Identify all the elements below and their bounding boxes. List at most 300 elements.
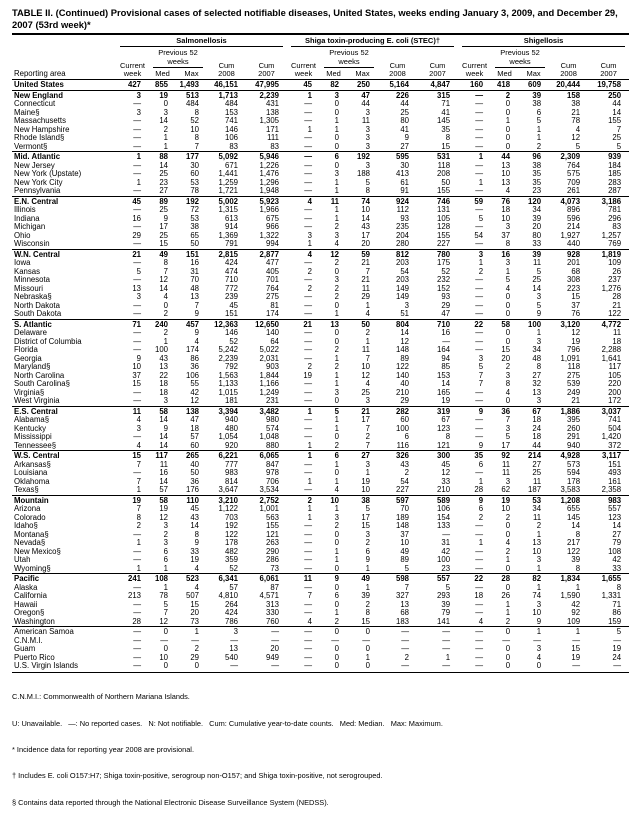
value-cell: 0 xyxy=(518,662,549,672)
value-cell: 777 xyxy=(224,459,238,469)
value-cell: — xyxy=(475,239,484,249)
value-cell: 5,242 xyxy=(218,345,238,355)
value-cell: 3 xyxy=(365,160,370,170)
value-cell: 709 xyxy=(567,177,581,187)
value-cell: 5 xyxy=(505,275,511,285)
value-cell: 507 xyxy=(185,591,199,601)
previous-52-weeks-header xyxy=(149,48,207,69)
value-cell: 13 xyxy=(501,177,511,187)
value-cell: 0 xyxy=(334,529,339,539)
value-cell: 5,002 xyxy=(207,196,246,206)
value-cell: 1 xyxy=(365,652,370,662)
value-cell: 1 xyxy=(575,582,581,592)
value-cell: 70 xyxy=(190,275,199,285)
value-cell: 17 xyxy=(361,512,370,522)
max-header: Max xyxy=(184,68,199,78)
value-cell: — xyxy=(533,635,542,645)
value-cell: 50 xyxy=(190,239,199,249)
value-cell: 0 xyxy=(365,644,370,654)
value-cell: — xyxy=(133,328,141,338)
value-cell: 3 xyxy=(320,90,347,100)
value-cell: 1 xyxy=(505,599,511,609)
disease-group-label: Salmonellosis xyxy=(120,37,283,47)
value-cell: 87 xyxy=(270,582,279,592)
value-cell: 19 xyxy=(361,476,370,486)
reporting-area-cell: Minnesota xyxy=(14,276,50,285)
value-cell: — xyxy=(417,662,458,672)
table-row xyxy=(12,565,629,574)
value-cell: 741 xyxy=(224,116,238,126)
value-cell: 67 xyxy=(518,406,549,416)
cum-2008-label: Cum 2008 xyxy=(389,60,406,78)
value-cell: 6 xyxy=(163,546,168,556)
value-cell: — xyxy=(304,432,312,442)
value-cell: 204 xyxy=(395,230,409,240)
value-cell: 14 xyxy=(361,213,370,223)
value-cell: 153 xyxy=(224,107,238,117)
value-cell: 3 xyxy=(458,249,491,259)
value-cell: 15 xyxy=(116,451,149,461)
value-cell: 27 xyxy=(400,141,409,151)
value-cell: — xyxy=(475,328,484,338)
value-cell: 67 xyxy=(441,415,451,425)
value-cell: 106 xyxy=(224,133,238,143)
value-cell: 9 xyxy=(194,538,199,548)
value-cell: 26 xyxy=(501,591,511,601)
value-cell: 43 xyxy=(159,353,168,363)
value-cell: 50 xyxy=(190,468,199,478)
reporting-area-cell: Nebraska§ xyxy=(14,293,52,302)
value-cell: 16 xyxy=(159,468,168,478)
value-cell: 1 xyxy=(334,309,339,319)
value-cell: — xyxy=(475,133,484,143)
value-cell: 17 xyxy=(501,440,511,450)
value-cell: 1 xyxy=(536,582,542,592)
current-week-header xyxy=(458,48,491,79)
value-cell: 29 xyxy=(132,230,141,240)
value-cell: 940 xyxy=(567,440,581,450)
value-cell: 3,117 xyxy=(588,451,629,461)
value-cell: 8 xyxy=(365,608,370,618)
value-cell: 4 xyxy=(505,538,511,548)
value-cell: 177 xyxy=(176,152,207,162)
value-cell: — xyxy=(475,309,484,319)
value-cell: — xyxy=(133,222,141,232)
value-cell: 44 xyxy=(361,99,370,109)
value-cell: — xyxy=(475,468,484,478)
value-cell: 23 xyxy=(532,186,542,196)
value-cell: — xyxy=(475,529,484,539)
value-cell: 1,296 xyxy=(259,177,279,187)
value-cell: 424 xyxy=(224,608,238,618)
value-cell: 217 xyxy=(567,538,581,548)
value-cell: 7 xyxy=(194,141,199,151)
value-cell: 60 xyxy=(400,415,409,425)
reporting-area-cell: New York City xyxy=(14,178,63,187)
value-cell: 2 xyxy=(491,90,518,100)
value-cell: 37 xyxy=(501,230,511,240)
value-cell: 9 xyxy=(536,616,542,626)
value-cell: 504 xyxy=(608,423,622,433)
value-cell: 477 xyxy=(265,258,279,268)
value-cell: 418 xyxy=(491,80,518,91)
value-cell: 3 xyxy=(116,90,149,100)
value-cell: 8 xyxy=(575,563,581,573)
value-cell: 9 xyxy=(365,555,370,565)
value-cell: 7 xyxy=(365,440,370,450)
reporting-area-cell: Puerto Rico xyxy=(14,653,55,662)
value-cell: 1 xyxy=(307,239,312,249)
value-cell: 3 xyxy=(163,538,168,548)
value-cell: 106 xyxy=(185,370,199,380)
value-cell: 201 xyxy=(567,258,581,268)
value-cell: 24 xyxy=(612,652,622,662)
footnote-cnmi: C.N.M.I.: Commonwealth of Northern Mariana Islands. xyxy=(12,692,190,702)
value-cell: — xyxy=(304,521,312,531)
value-cell: 8 xyxy=(445,432,451,442)
value-cell: 1,834 xyxy=(549,574,588,584)
value-cell: — xyxy=(442,529,451,539)
value-cell: 1 xyxy=(365,468,370,478)
value-cell: 45 xyxy=(229,300,238,310)
value-cell: 14 xyxy=(159,160,168,170)
value-cell: 25 xyxy=(532,468,542,478)
value-cell: — xyxy=(133,239,141,249)
value-cell: 240 xyxy=(149,319,176,329)
value-cell: 120 xyxy=(518,196,549,206)
value-cell: 89 xyxy=(149,196,176,206)
value-cell: 4 xyxy=(307,616,312,626)
value-cell: 42 xyxy=(190,387,199,397)
value-cell: 138 xyxy=(265,107,279,117)
value-cell: 431 xyxy=(265,99,279,109)
value-cell: 76 xyxy=(491,196,518,206)
footnote-provisional: * Incidence data for reporting year 2008 are provisional. xyxy=(12,745,195,755)
value-cell: 155 xyxy=(437,230,451,240)
value-cell: 8 xyxy=(194,107,199,117)
value-cell: 1,048 xyxy=(259,432,279,442)
value-cell: 1,133 xyxy=(218,379,238,389)
value-cell: — xyxy=(133,432,141,442)
value-cell: 188 xyxy=(356,169,370,179)
value-cell: 151 xyxy=(176,249,207,259)
page-title: TABLE II. (Continued) Provisional cases of selected notifiable diseases, United States, weeks ending January 3, 2009, and December 29, 2007 (53rd week)* xyxy=(12,7,618,30)
value-cell: 24 xyxy=(532,423,542,433)
value-cell: 1 xyxy=(136,485,141,495)
value-cell: — xyxy=(304,213,312,223)
value-cell: 4 xyxy=(575,124,581,134)
value-cell: 2 xyxy=(505,512,511,522)
reporting-area-cell: Pennsylvania xyxy=(14,187,61,196)
value-cell: 14 xyxy=(532,283,542,293)
value-cell: 2,309 xyxy=(549,152,588,162)
value-cell: 3 xyxy=(163,396,168,406)
value-cell: 20 xyxy=(501,353,511,363)
value-cell: 55 xyxy=(190,379,199,389)
value-cell: — xyxy=(133,387,141,397)
value-cell: 38 xyxy=(571,99,581,109)
value-cell: 1 xyxy=(287,406,320,416)
value-cell: 7 xyxy=(136,476,141,486)
value-cell: — xyxy=(133,345,141,355)
value-cell: 151 xyxy=(224,309,238,319)
value-cell: 3 xyxy=(163,107,168,117)
value-cell: 764 xyxy=(265,283,279,293)
value-cell: 0 xyxy=(334,432,339,442)
value-cell: 2 xyxy=(334,222,339,232)
value-cell: 14 xyxy=(571,521,581,531)
value-cell: 155 xyxy=(265,521,279,531)
value-cell: — xyxy=(475,555,484,565)
value-cell: 20,444 xyxy=(549,80,588,91)
value-cell: 18 xyxy=(190,423,199,433)
value-cell: 1,493 xyxy=(176,80,207,91)
value-cell: 1 xyxy=(365,336,370,346)
value-cell: 983 xyxy=(588,495,629,505)
value-cell: 1 xyxy=(536,328,542,338)
value-cell: 8 xyxy=(136,512,141,522)
value-cell: 3 xyxy=(334,387,339,397)
value-cell: 847 xyxy=(265,459,279,469)
value-cell: — xyxy=(304,563,312,573)
value-cell: 1 xyxy=(334,423,339,433)
reporting-area-cell: Washington xyxy=(14,617,55,626)
value-cell: 1,441 xyxy=(218,169,238,179)
value-cell: — xyxy=(304,177,312,187)
value-cell: 44 xyxy=(491,152,518,162)
value-cell: 172 xyxy=(608,396,622,406)
value-cell: 35 xyxy=(532,169,542,179)
value-cell: 3,647 xyxy=(218,485,238,495)
value-cell: 1,257 xyxy=(601,230,622,240)
value-cell: 395 xyxy=(567,415,581,425)
reporting-area-cell: Nevada§ xyxy=(14,539,46,548)
reporting-area-cell: Connecticut xyxy=(14,100,56,109)
value-cell: 2,358 xyxy=(601,485,622,495)
value-cell: 81 xyxy=(270,300,279,310)
value-cell: 405 xyxy=(265,266,279,276)
value-cell: 25 xyxy=(159,230,168,240)
value-cell: 0 xyxy=(334,266,339,276)
value-cell: 1 xyxy=(334,459,339,469)
value-cell: 3 xyxy=(505,222,511,232)
value-cell: 896 xyxy=(567,205,581,215)
value-cell: 0 xyxy=(505,133,511,143)
value-cell: 15 xyxy=(132,379,141,389)
value-cell: 0 xyxy=(334,133,339,143)
value-cell: 52 xyxy=(229,563,238,573)
value-cell: 8 xyxy=(445,133,451,143)
value-cell: 0 xyxy=(491,662,518,672)
value-cell: 1 xyxy=(334,116,339,126)
value-cell: 3 xyxy=(334,275,339,285)
value-cell: 1 xyxy=(365,582,370,592)
value-cell: — xyxy=(133,99,141,109)
value-cell: — xyxy=(304,599,312,609)
value-cell: 2 xyxy=(505,616,511,626)
value-cell: 176 xyxy=(185,485,199,495)
value-cell: 4 xyxy=(334,239,339,249)
current-week-header xyxy=(287,48,320,79)
value-cell: 480 xyxy=(224,423,238,433)
value-cell: — xyxy=(304,459,312,469)
value-cell: 4 xyxy=(287,196,320,206)
value-cell: 2 xyxy=(334,521,339,531)
value-cell: 1 xyxy=(505,266,511,276)
reporting-area-cell: Tennessee§ xyxy=(14,441,57,450)
value-cell: — xyxy=(572,635,581,645)
value-cell: 250 xyxy=(347,80,378,91)
value-cell: — xyxy=(442,635,451,645)
value-cell: 781 xyxy=(608,205,622,215)
value-cell: 5 xyxy=(478,213,484,223)
value-cell: 0 xyxy=(176,662,207,672)
value-cell: 14 xyxy=(400,328,409,338)
value-cell: 21 xyxy=(361,258,370,268)
value-cell: 1 xyxy=(307,476,312,486)
value-cell: 1 xyxy=(478,538,484,548)
value-cell: 1 xyxy=(536,124,542,134)
value-cell: 1,276 xyxy=(601,283,622,293)
value-cell: 19 xyxy=(571,336,581,346)
value-cell: 7 xyxy=(163,608,168,618)
value-cell: 760 xyxy=(265,616,279,626)
value-cell: 154 xyxy=(437,512,451,522)
value-cell: 1,226 xyxy=(259,160,279,170)
value-cell: 3 xyxy=(136,107,141,117)
value-cell: 3 xyxy=(536,555,542,565)
value-cell: 261 xyxy=(567,186,581,196)
reporting-area-cell: Wyoming§ xyxy=(14,564,51,573)
value-cell: 3 xyxy=(365,396,370,406)
value-cell: 33 xyxy=(441,476,451,486)
value-cell: 50 xyxy=(347,319,378,329)
value-cell: 43 xyxy=(400,459,409,469)
value-cell: 2 xyxy=(163,328,168,338)
value-cell: 19 xyxy=(149,90,176,100)
table-row xyxy=(12,486,629,495)
value-cell: 16 xyxy=(132,213,141,223)
value-cell: 1 xyxy=(505,555,511,565)
value-cell: 1,655 xyxy=(588,574,629,584)
value-cell: 3 xyxy=(404,300,409,310)
value-cell: — xyxy=(133,555,141,565)
value-cell: 131 xyxy=(437,205,451,215)
value-cell: 0 xyxy=(505,309,511,319)
value-cell: — xyxy=(401,644,409,654)
value-cell: — xyxy=(475,141,484,151)
value-cell: 4 xyxy=(365,309,370,319)
reporting-area-cell: Idaho§ xyxy=(14,522,38,531)
value-cell: 11 xyxy=(501,459,511,469)
value-cell: 413 xyxy=(395,169,409,179)
value-cell: 10 xyxy=(400,538,409,548)
value-cell: — xyxy=(401,635,409,645)
value-cell: 0 xyxy=(505,336,511,346)
value-cell: 7 xyxy=(404,582,409,592)
value-cell: 89 xyxy=(400,353,409,363)
value-cell: 1,844 xyxy=(259,370,279,380)
value-cell: 0 xyxy=(334,563,339,573)
cum-2008-header xyxy=(549,48,588,79)
value-cell: 2 xyxy=(334,283,339,293)
value-cell: 11 xyxy=(159,459,168,469)
value-cell: 0 xyxy=(320,662,347,672)
value-cell: 574 xyxy=(265,423,279,433)
value-cell: 4 xyxy=(287,249,320,259)
value-cell: 23 xyxy=(159,177,168,187)
value-cell: — xyxy=(287,152,320,162)
value-cell: — xyxy=(304,608,312,618)
value-cell: 880 xyxy=(265,440,279,450)
value-cell: 15 xyxy=(501,345,511,355)
reporting-area-cell: Hawaii xyxy=(14,600,38,609)
value-cell: 210 xyxy=(437,485,451,495)
value-cell: 4 xyxy=(536,652,542,662)
reporting-area-cell: Oregon§ xyxy=(14,609,45,618)
value-cell: 10 xyxy=(320,495,347,505)
value-cell: 19 xyxy=(612,644,622,654)
value-cell: 1,590 xyxy=(560,591,581,601)
value-cell: 73 xyxy=(270,563,279,573)
value-cell: 1,886 xyxy=(549,406,588,416)
value-cell: 235 xyxy=(395,222,409,232)
value-cell: 540 xyxy=(224,652,238,662)
value-cell: 2 xyxy=(334,345,339,355)
value-cell: 58 xyxy=(149,406,176,416)
value-cell: 181 xyxy=(224,396,238,406)
value-cell: 940 xyxy=(224,415,238,425)
value-cell: 57 xyxy=(159,485,168,495)
value-cell: — xyxy=(475,599,484,609)
value-cell: 3 xyxy=(334,169,339,179)
value-cell: 5 xyxy=(163,599,168,609)
value-cell: 20 xyxy=(361,239,370,249)
reporting-area-cell: Mississippi xyxy=(14,433,52,442)
value-cell: 9 xyxy=(136,353,141,363)
value-cell: 1 xyxy=(334,353,339,363)
value-cell: 86 xyxy=(190,353,199,363)
value-cell: — xyxy=(475,336,484,346)
value-cell: — xyxy=(160,635,168,645)
value-cell: 18 xyxy=(532,432,542,442)
value-cell: — xyxy=(475,387,484,397)
value-cell: 13 xyxy=(320,319,347,329)
value-cell: 27 xyxy=(532,370,542,380)
value-cell: 2,239 xyxy=(218,353,238,363)
value-cell: 290 xyxy=(265,546,279,556)
value-cell: 6 xyxy=(365,546,370,556)
cum-2007-label: Cum 2007 xyxy=(258,60,275,78)
value-cell: 0 xyxy=(149,662,176,672)
value-cell: 92 xyxy=(571,608,581,618)
reporting-area-cell: Florida xyxy=(14,346,38,355)
previous-52-weeks-label: Previous 52 weeks xyxy=(495,49,545,68)
reporting-area-cell: C.N.M.I. xyxy=(14,636,43,645)
value-cell: — xyxy=(287,662,320,672)
value-cell: 178 xyxy=(567,476,581,486)
value-cell: 158 xyxy=(549,90,588,100)
value-cell: 978 xyxy=(265,468,279,478)
value-cell: 1 xyxy=(163,141,168,151)
value-cell: 2 xyxy=(404,652,409,662)
reporting-area-cell: New England xyxy=(12,90,116,100)
value-cell: 45 xyxy=(116,196,149,206)
value-cell: 2 xyxy=(194,644,199,654)
value-cell: 73 xyxy=(190,616,199,626)
value-cell: 1 xyxy=(478,177,484,187)
disease-group-row xyxy=(12,34,629,48)
